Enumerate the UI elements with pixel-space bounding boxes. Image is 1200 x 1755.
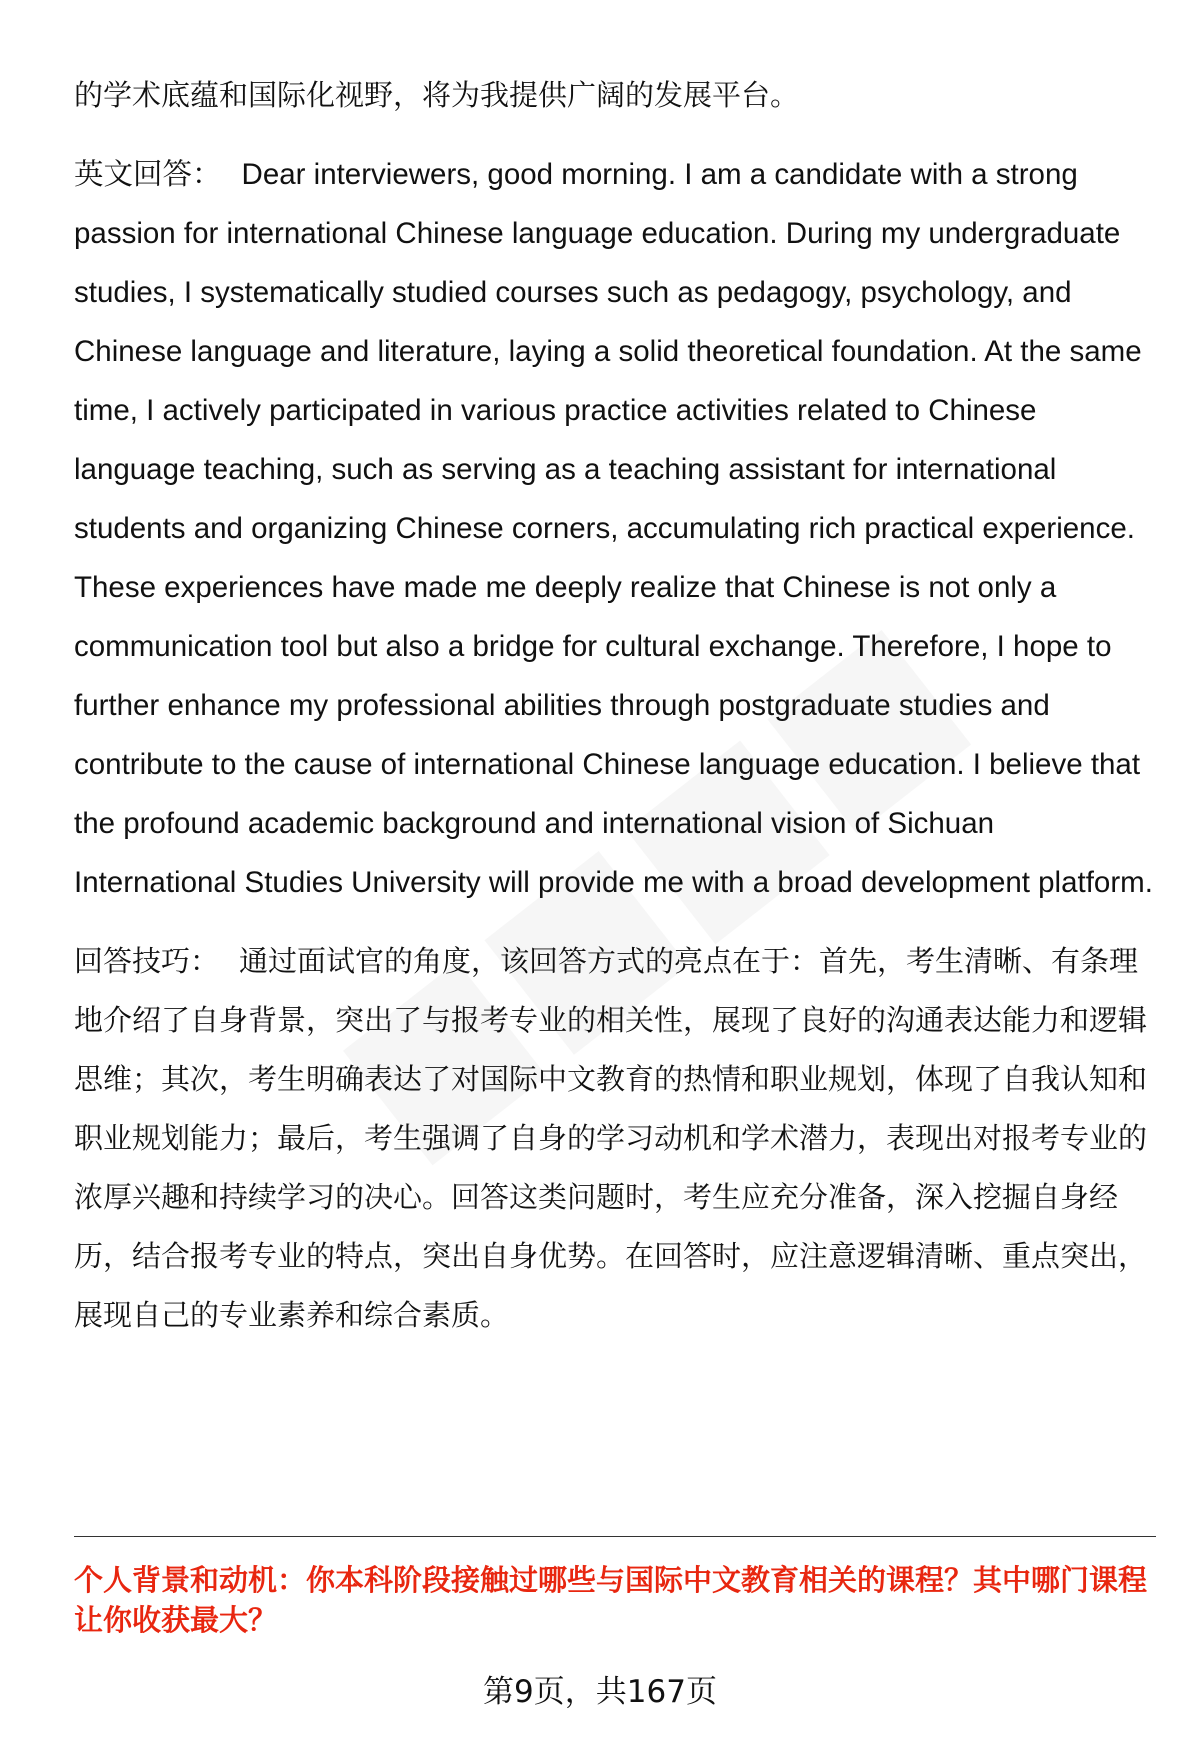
english-answer-paragraph [74, 145, 1160, 912]
english-answer-label: 英文回答： [74, 158, 222, 191]
page-content [74, 66, 1160, 1345]
answer-tips-paragraph [74, 932, 1160, 1345]
answer-tips-label: 回答技巧： [74, 944, 220, 978]
next-question-heading: 个人背景和动机：你本科阶段接触过哪些与国际中文教育相关的课程？其中哪门课程让你收获最大？ [74, 1563, 1148, 1637]
page-number-footer: 第9页，共167页 [483, 1674, 717, 1710]
intro-paragraph: 的学术底蕴和国际化视野，将为我提供广阔的发展平台。 [74, 78, 800, 112]
answer-tips-text: 通过面试官的角度，该回答方式的亮点在于：首先，考生清晰、有条理地介绍了自身背景，突出了与报考专业的相关性，展现了良好的沟通表达能力和逻辑思维；其次，考生明确表达了对国际中文教育的热情和职业规划，体现了自我认知和职业规划能力；最后，考生强调了自身的学习动机和学术潜力，表现出对报考专业的浓厚兴趣和持续学习的决心。回答这类问题时，考生应充分准备，深入挖掘自身经历，结合报考专业的特点，突出自身优势。在回答时，应注意逻辑清晰、重点突出，展现自己的专业素养和综合素质。 [74, 944, 1148, 1332]
english-answer-text: Dear interviewers, good morning. I am a candidate with a strong passion for international Chinese language education. During my undergraduate studies, I systematically studied courses such as pedagogy, psychology, and Chinese language and literature, laying a solid theoretical foundation. At the same time, I actively participated in various practice activities related to Chinese language teaching, such as serving as a teaching assistant for international students and organizing Chinese corners, accumulating rich practical experience. These experiences have made me deeply realize that Chinese is not only a communication tool but also a bridge for cultural exchange. Therefore, I hope to further enhance my professional abilities through postgraduate studies and contribute to the cause of international Chinese language education. I believe that the profound academic background and international vision of Sichuan International Studies University will provide me with a broad development platform. [74, 158, 1153, 899]
section-divider [74, 1536, 1156, 1537]
